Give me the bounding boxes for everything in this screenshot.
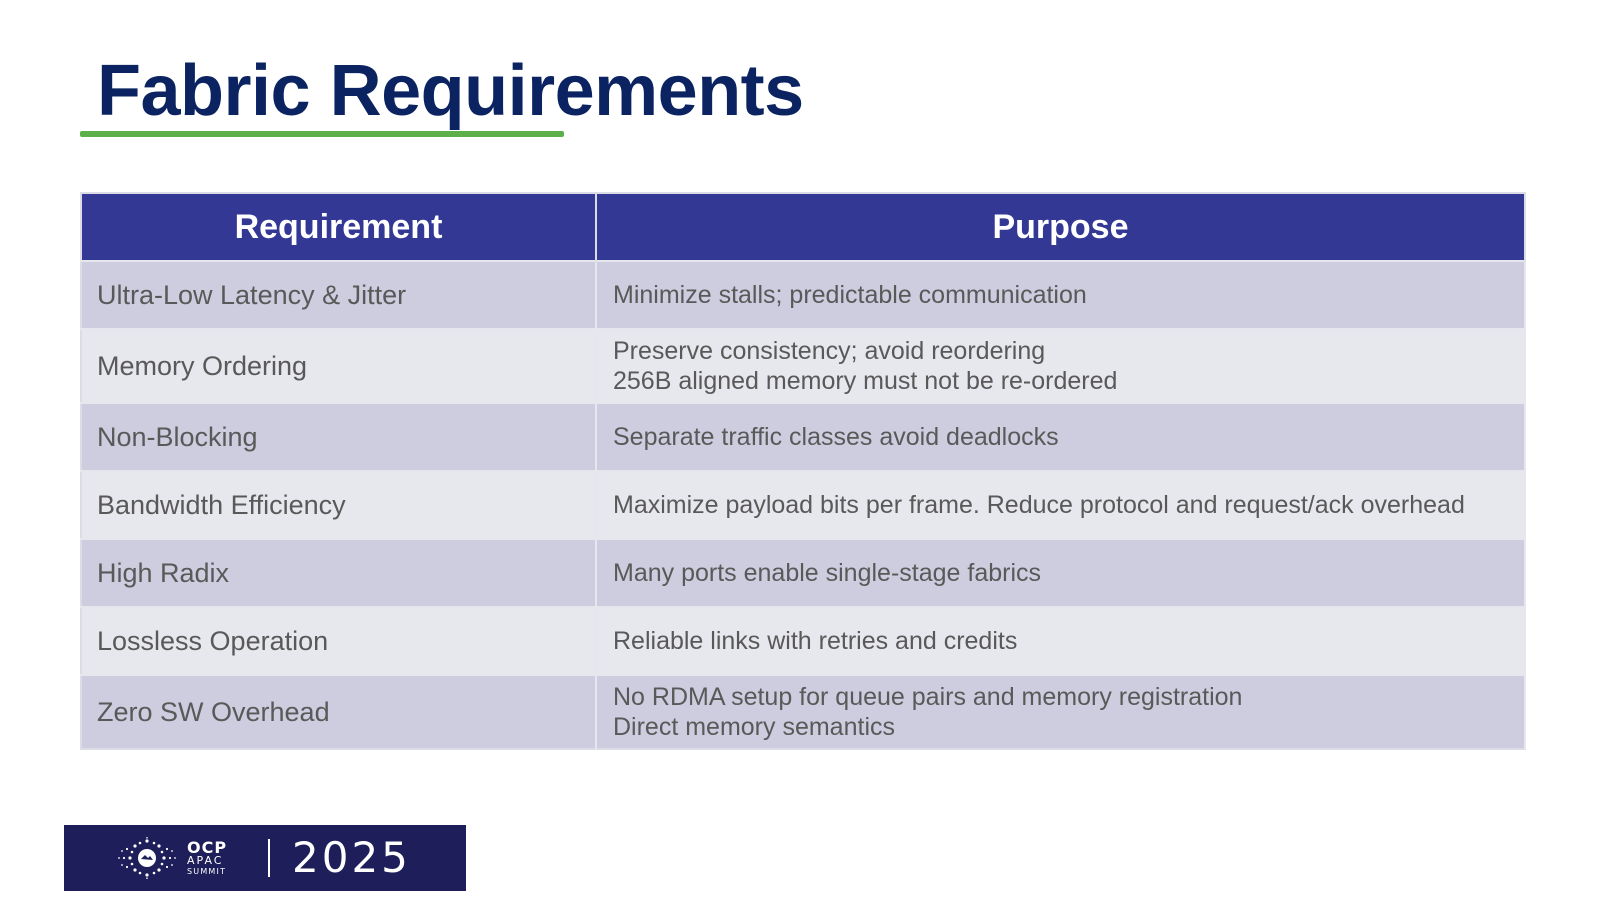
purpose-line: Direct memory semantics xyxy=(613,713,895,741)
table-row xyxy=(81,539,1525,607)
requirement-cell: Bandwidth Efficiency xyxy=(81,471,596,539)
logo-name-line1: OCP xyxy=(187,838,228,857)
requirement-cell: Zero SW Overhead xyxy=(81,675,596,749)
ocp-apac-summit-logo xyxy=(64,825,466,891)
purpose-cell xyxy=(596,403,1525,471)
logo-name-line3: SUMMIT xyxy=(187,867,227,876)
requirement-cell: Ultra-Low Latency & Jitter xyxy=(81,261,596,329)
purpose-cell xyxy=(596,675,1525,749)
purpose-cell xyxy=(596,329,1525,403)
ocp-burst-icon xyxy=(114,837,180,879)
purpose-line: Many ports enable single-stage fabrics xyxy=(613,559,1042,587)
purpose-line: Preserve consistency; avoid reordering xyxy=(613,337,1046,365)
table-row xyxy=(81,675,1525,749)
purpose-line: No RDMA setup for queue pairs and memory registration xyxy=(613,683,1243,711)
requirement-cell: High Radix xyxy=(81,539,596,607)
logo-name-line2: APAC xyxy=(187,854,224,867)
purpose-line: Reliable links with retries and credits xyxy=(613,627,1018,655)
requirements-table xyxy=(80,192,1526,750)
table-row xyxy=(81,403,1525,471)
logo-year: 2025 xyxy=(292,833,411,882)
table-row xyxy=(81,261,1525,329)
slide-title: Fabric Requirements xyxy=(97,51,804,131)
requirement-cell: Non-Blocking xyxy=(81,403,596,471)
purpose-cell xyxy=(596,607,1525,675)
logo-separator xyxy=(268,839,270,877)
purpose-cell xyxy=(596,539,1525,607)
purpose-line: 256B aligned memory must not be re-ordered xyxy=(613,367,1118,395)
purpose-cell xyxy=(596,471,1525,539)
table-row xyxy=(81,329,1525,403)
header-purpose: Purpose xyxy=(596,193,1525,261)
table-row xyxy=(81,471,1525,539)
purpose-line: Minimize stalls; predictable communication xyxy=(613,281,1087,309)
purpose-line: Separate traffic classes avoid deadlocks xyxy=(613,423,1059,451)
requirement-cell: Lossless Operation xyxy=(81,607,596,675)
header-requirement: Requirement xyxy=(81,193,596,261)
requirement-cell: Memory Ordering xyxy=(81,329,596,403)
purpose-cell xyxy=(596,261,1525,329)
title-underline xyxy=(80,131,564,137)
table-row xyxy=(81,607,1525,675)
purpose-line: Maximize payload bits per frame. Reduce protocol and request/ack overhead xyxy=(613,491,1465,519)
table-header-row xyxy=(81,193,1525,261)
